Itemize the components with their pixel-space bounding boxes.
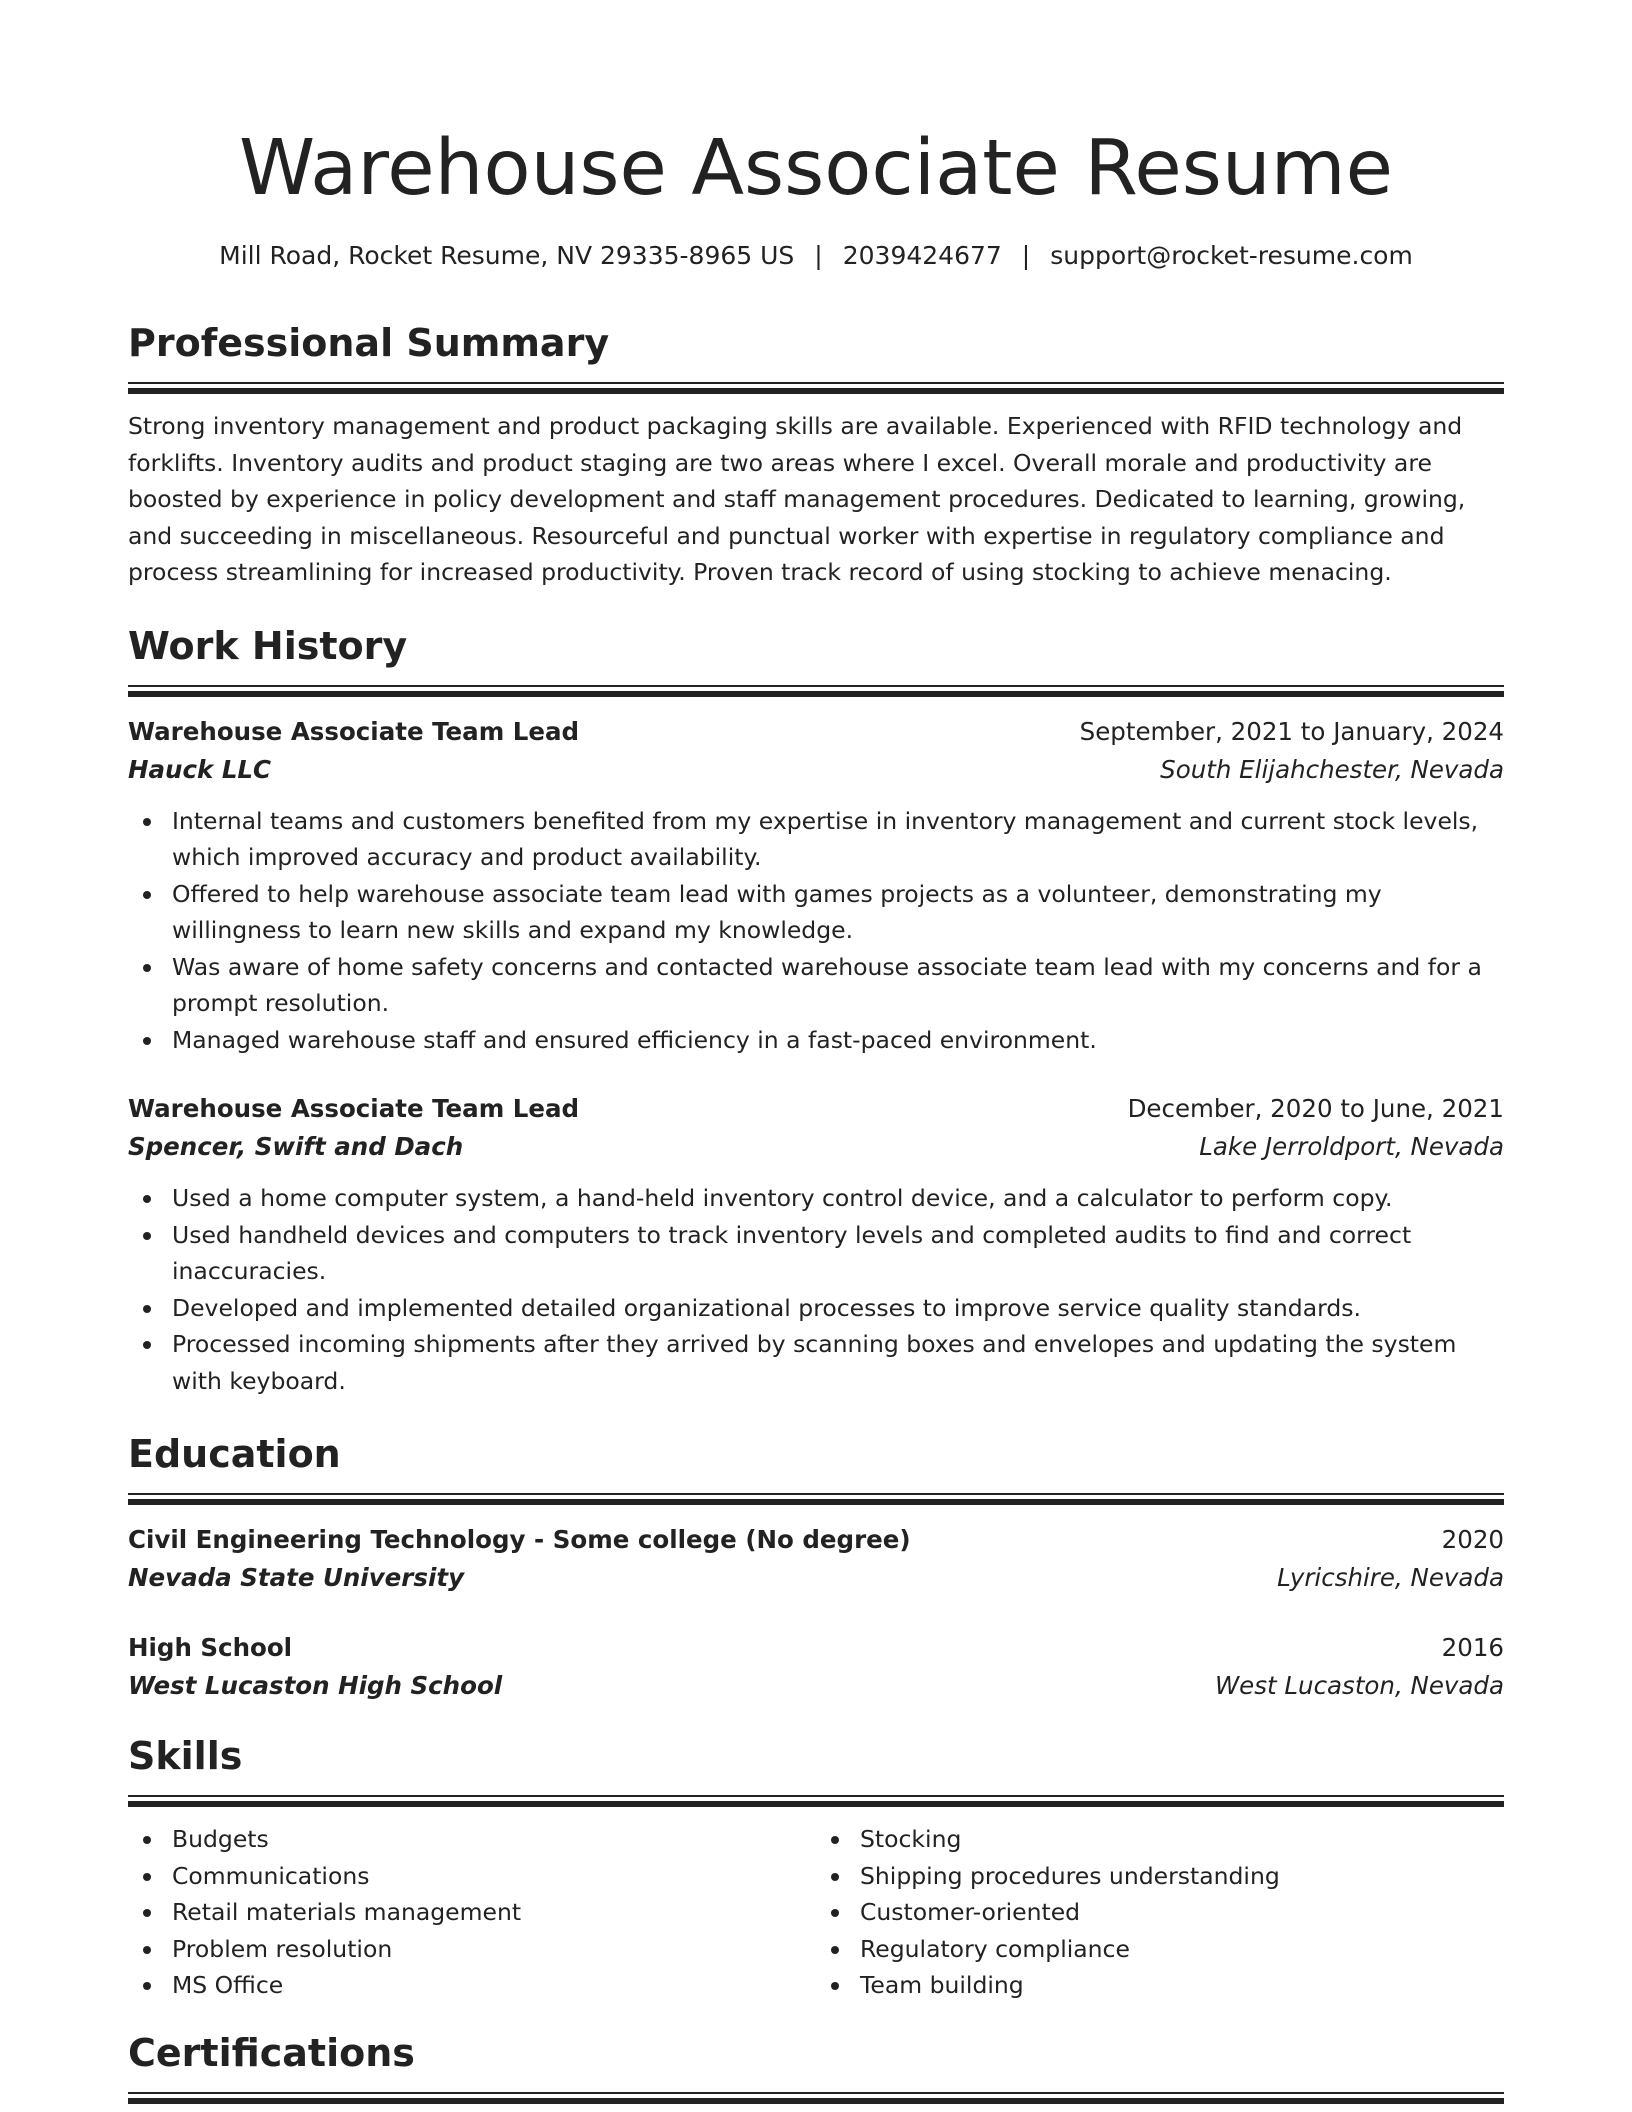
job-entry: [128, 1090, 1504, 1399]
job-bullets: [128, 803, 1504, 1059]
job-header-row: [128, 1090, 1504, 1128]
job-header-row: [128, 713, 1504, 751]
education-year: 2016: [1441, 1633, 1504, 1662]
education-year: 2020: [1441, 1525, 1504, 1554]
list-item: Communications: [128, 1858, 816, 1895]
work-history-section: [128, 623, 1504, 1400]
skills-list-left: [128, 1821, 816, 2004]
education-entry: [128, 1629, 1504, 1705]
section-divider: [128, 2092, 1504, 2104]
education-header-row: [128, 1629, 1504, 1667]
education-school: Nevada State University: [128, 1563, 465, 1592]
list-item: Used a home computer system, a hand-held inventory control device, and a calculator to perform copy.: [128, 1180, 1504, 1217]
section-divider: [128, 1493, 1504, 1505]
contact-separator: |: [1021, 241, 1031, 270]
resume-title: Warehouse Associate Resume: [238, 124, 1394, 213]
contact-phone: 2039424677: [842, 241, 1002, 270]
job-company-row: [128, 751, 1504, 789]
list-item: Managed warehouse staff and ensured efficiency in a fast-paced environment.: [128, 1022, 1504, 1059]
job-entry: [128, 713, 1504, 1059]
job-company: Hauck LLC: [128, 754, 272, 784]
list-item: Budgets: [128, 1821, 816, 1858]
list-item: Retail materials management: [128, 1894, 816, 1931]
list-item: Customer-oriented: [816, 1894, 1504, 1931]
education-section: [128, 1432, 1504, 1705]
job-company: Spencer, Swift and Dach: [128, 1132, 464, 1161]
job-dates: September, 2021 to January, 2024: [1079, 716, 1504, 746]
education-header-row: [128, 1521, 1504, 1559]
job-dates: December, 2020 to June, 2021: [1127, 1094, 1504, 1123]
skills-section: [128, 1734, 1504, 2004]
contact-email: support@rocket-resume.com: [1050, 241, 1413, 270]
summary-text: Strong inventory management and product packaging skills are available. Experienced with RFID technology and forklifts. Inventory audits and product staging are two areas where I excel. Overall morale and productivity are boosted by experience in policy development and staff management procedures. Dedicated to learning, growing, and succeeding in miscellaneous. Resourceful and punctual worker with expertise in regulatory compliance and process streamlining for increased productivity. Proven track record of using stocking to achieve menacing.: [128, 412, 1466, 586]
job-location: South Elijahchester, Nevada: [1160, 754, 1504, 784]
list-item: Used handheld devices and computers to track inventory levels and completed audits to find and correct inaccuracies.: [128, 1217, 1504, 1290]
job-company-row: [128, 1128, 1504, 1166]
list-item: MS Office: [128, 1967, 816, 2004]
contact-separator: |: [814, 241, 823, 270]
skills-columns: [128, 1821, 1504, 2004]
summary-section: [128, 321, 1504, 591]
education-degree: Civil Engineering Technology - Some college (No degree): [128, 1525, 911, 1554]
list-item: Shipping procedures understanding: [816, 1858, 1504, 1895]
education-entry: [128, 1521, 1504, 1597]
education-location: West Lucaston, Nevada: [1214, 1671, 1504, 1700]
section-divider: [128, 1795, 1504, 1807]
certifications-section: [128, 2030, 1504, 2104]
list-item: Processed incoming shipments after they arrived by scanning boxes and envelopes and updating the system with keyboard.: [128, 1326, 1504, 1399]
section-heading-certifications: Certifications: [128, 2030, 415, 2075]
list-item: Problem resolution: [128, 1931, 816, 1968]
list-item: Internal teams and customers benefited from my expertise in inventory management and current stock levels, which improved accuracy and product availability.: [128, 803, 1504, 876]
job-location: Lake Jerroldport, Nevada: [1199, 1132, 1504, 1161]
contact-line: [128, 243, 1504, 268]
education-school: West Lucaston High School: [128, 1671, 503, 1700]
contact-address: Mill Road, Rocket Resume, NV 29335-8965 US: [219, 241, 795, 270]
section-heading-education: Education: [128, 1432, 341, 1476]
list-item: Regulatory compliance: [816, 1931, 1504, 1968]
skills-list-right: [816, 1821, 1504, 2004]
list-item: Offered to help warehouse associate team lead with games projects as a volunteer, demonstrating my willingness to learn new skills and expand my knowledge.: [128, 876, 1504, 949]
job-title: Warehouse Associate Team Lead: [128, 1094, 580, 1123]
list-item: Stocking: [816, 1821, 1504, 1858]
job-title: Warehouse Associate Team Lead: [128, 716, 580, 746]
education-school-row: [128, 1559, 1504, 1597]
section-heading-skills: Skills: [128, 1734, 243, 1778]
list-item: Was aware of home safety concerns and contacted warehouse associate team lead with my concerns and for a prompt resolution.: [128, 949, 1504, 1022]
education-degree: High School: [128, 1633, 293, 1662]
section-divider: [128, 685, 1504, 697]
education-location: Lyricshire, Nevada: [1277, 1563, 1504, 1592]
section-heading-work-history: Work History: [128, 623, 408, 668]
education-school-row: [128, 1667, 1504, 1705]
section-divider: [128, 382, 1504, 394]
section-heading-summary: Professional Summary: [128, 321, 610, 365]
list-item: Developed and implemented detailed organizational processes to improve service quality standards.: [128, 1290, 1504, 1327]
job-bullets: [128, 1180, 1504, 1399]
list-item: Team building: [816, 1967, 1504, 2004]
